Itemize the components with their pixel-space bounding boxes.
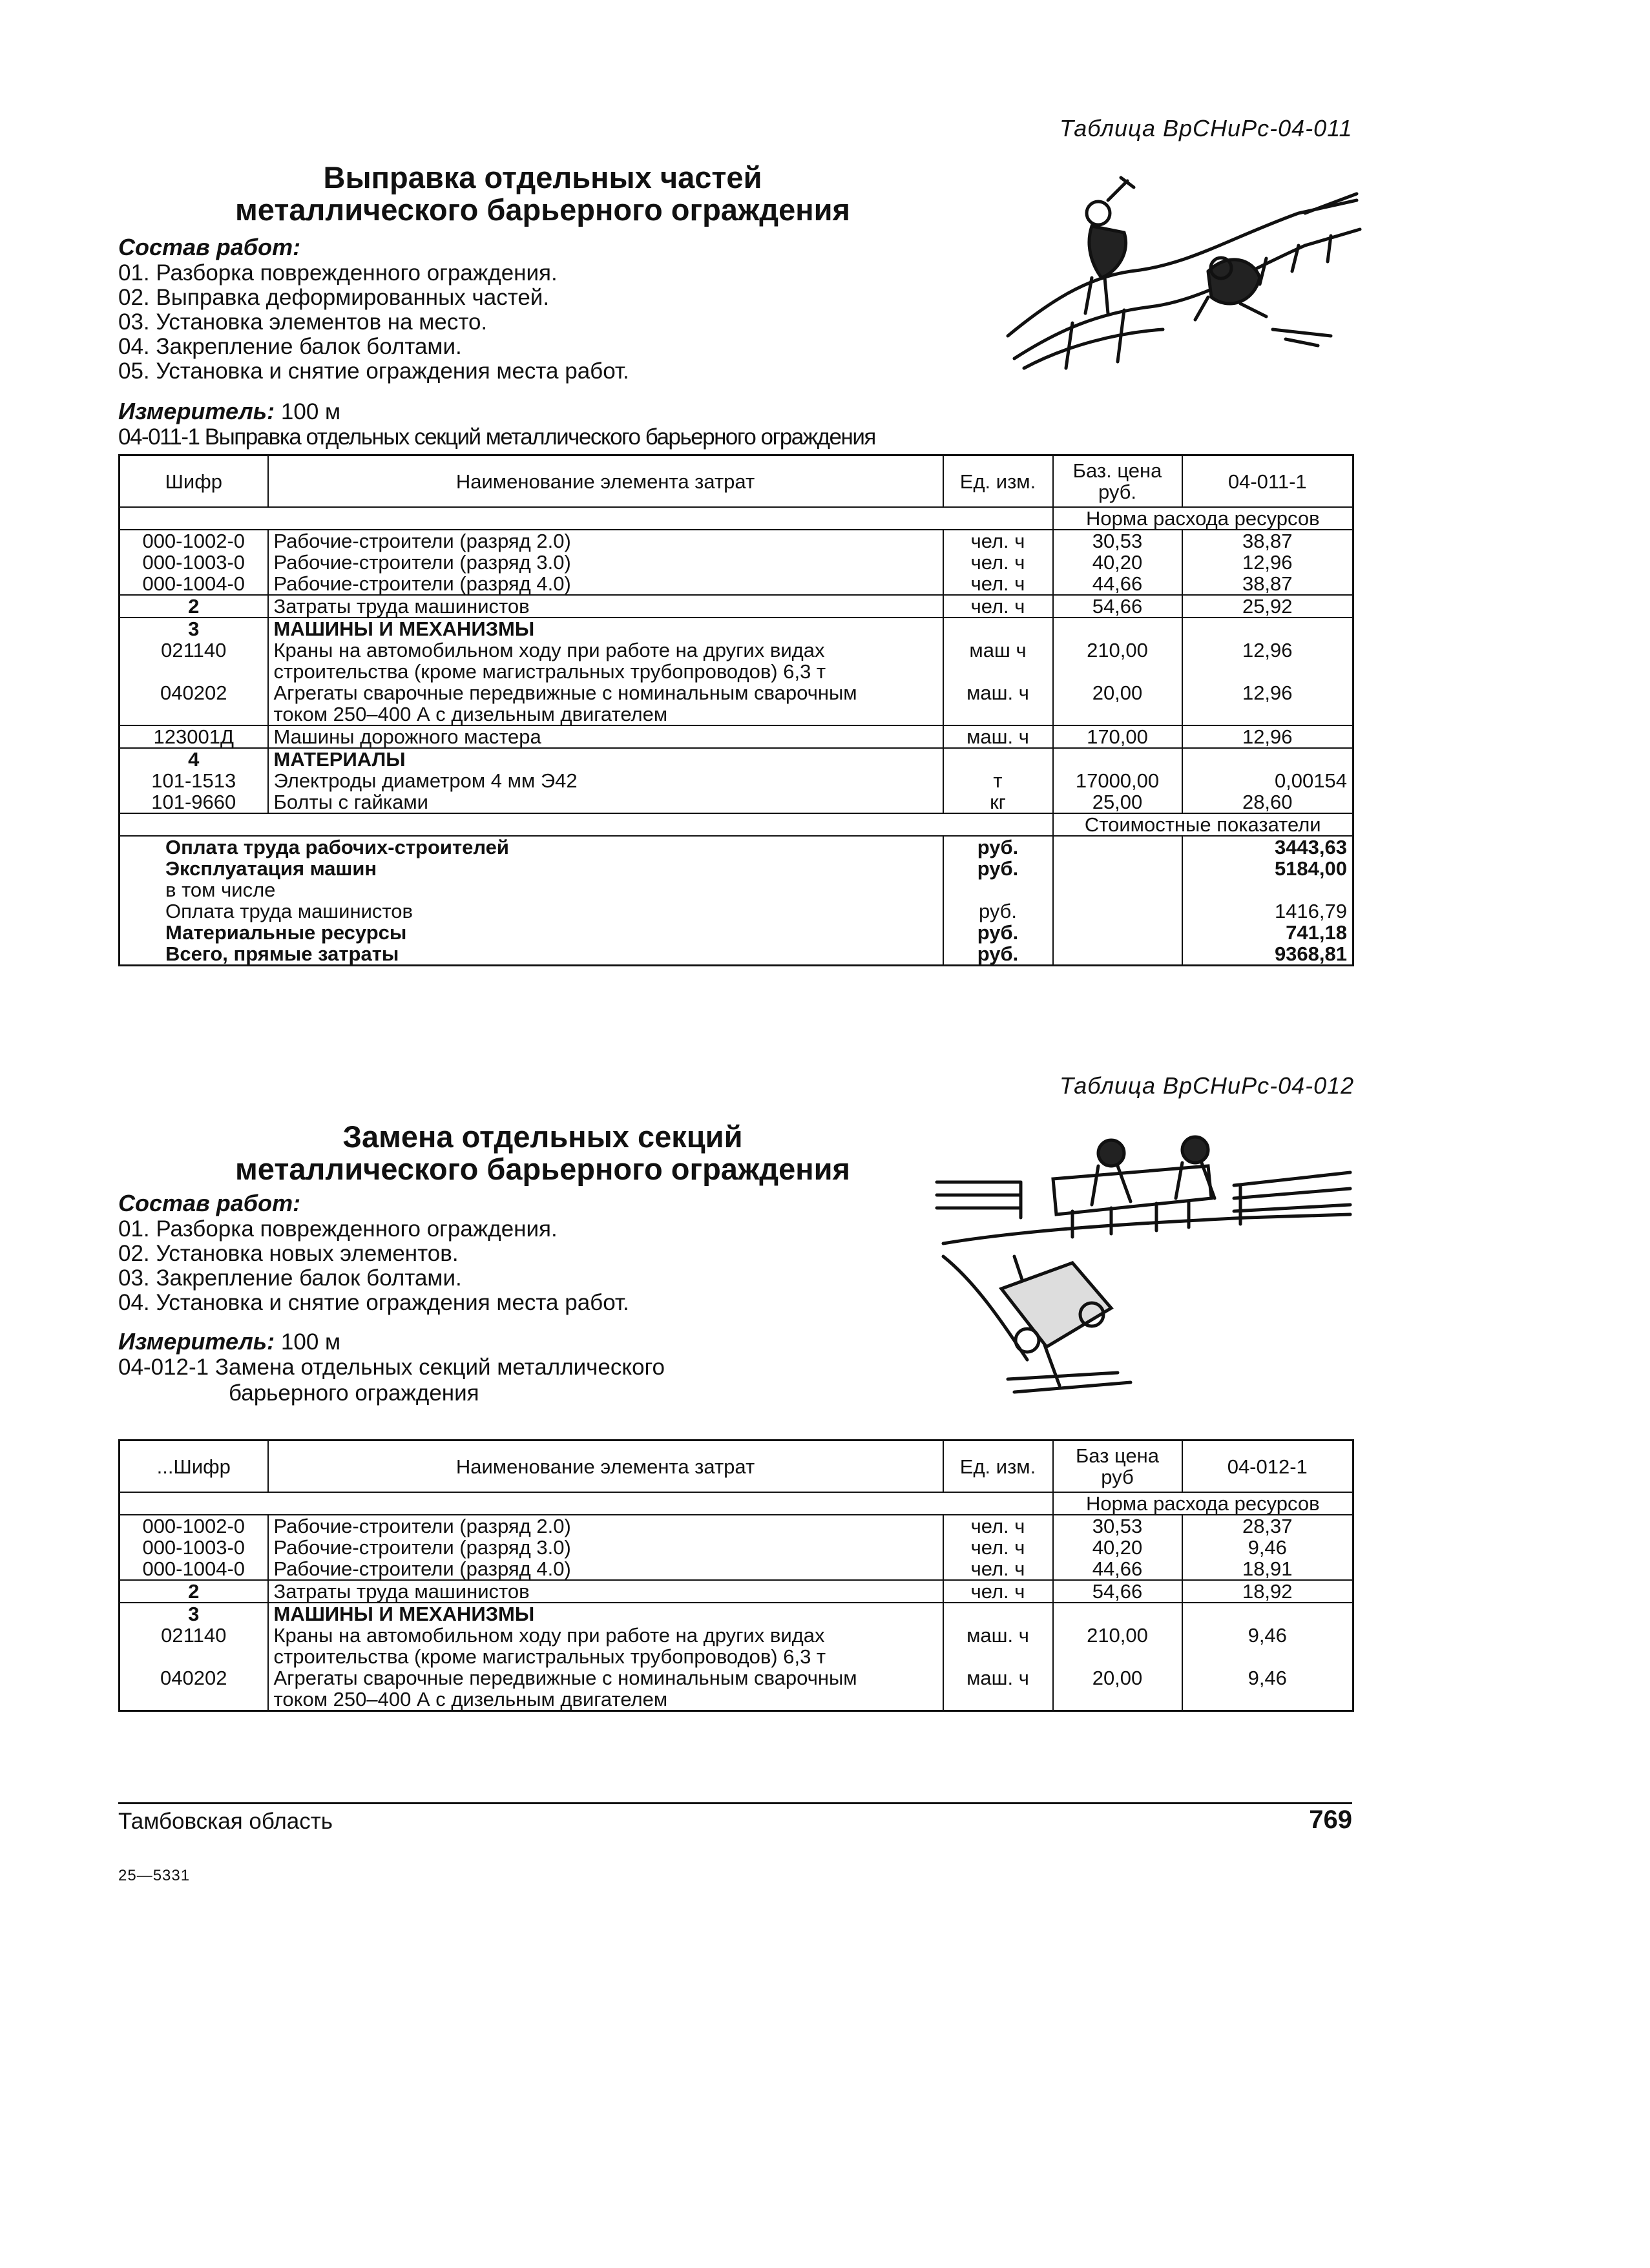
title-line: Замена отдельных секций [342, 1119, 743, 1154]
table-row: 2 Затраты труда машинистов чел. ч 54,66 25,92 [120, 595, 1353, 618]
cost-caption: Стоимостные показатели [1053, 813, 1353, 836]
table-row: 101-9660 Болты с гайками кг 25,00 28,60 [120, 791, 1353, 813]
work-item: 01. Разборка поврежденного ограждения. [118, 260, 558, 286]
col-header-code: ...Шифр [120, 1441, 268, 1493]
work-item: 03. Закрепление балок болтами. [118, 1265, 462, 1291]
section-title [162, 161, 924, 226]
table-row: током 250–400 А с дизельным двигателем [120, 703, 1353, 725]
norm-caption: Норма расхода ресурсов [1053, 1492, 1353, 1515]
table-row: 040202 Агрегаты сварочные передвижные с номинальным сварочным маш. ч 20,00 12,96 [120, 682, 1353, 703]
work-item: 05. Установка и снятие ограждения места работ. [118, 359, 629, 384]
item-code: 04-011-1 [118, 424, 200, 450]
item-name: Замена отдельных секций металлического [214, 1355, 665, 1380]
table-row: 040202 Агрегаты сварочные передвижные с номинальным сварочным маш. ч 20,00 9,46 [120, 1667, 1353, 1689]
table-row: 101-1513 Электроды диаметром 4 мм Э42 т 17000,00 0,00154 [120, 770, 1353, 791]
col-header-code: Шифр [120, 455, 268, 508]
footer-rule [118, 1802, 1352, 1804]
works-heading: Состав работ: [118, 234, 301, 260]
cost-row: Материальные ресурсы руб. 741,18 [120, 922, 1353, 943]
col-header-name: Наименование элемента затрат [268, 1441, 943, 1493]
cost-row: в том числе [120, 879, 1353, 900]
table-row: 021140 Краны на автомобильном ходу при работе на других видах маш. ч 210,00 9,46 [120, 1625, 1353, 1646]
cost-row: Оплата труда машинистов руб. 1416,79 [120, 900, 1353, 922]
works-list [118, 261, 629, 384]
work-item: 01. Разборка поврежденного ограждения. [118, 1216, 558, 1242]
item-heading [118, 425, 875, 450]
norm-table [118, 454, 1354, 966]
table-row: 000-1004-0 Рабочие-строители (разряд 4.0) чел. ч 44,66 18,91 [120, 1558, 1353, 1580]
table-row: строительства (кроме магистральных трубопроводов) 6,3 т [120, 661, 1353, 682]
table-row: строительства (кроме магистральных трубопроводов) 6,3 т [120, 1646, 1353, 1667]
col-header-price: Баз. цена руб. [1053, 455, 1182, 508]
table-row: током 250–400 А с дизельным двигателем [120, 1689, 1353, 1711]
title-line: Выправка отдельных частей [323, 160, 762, 194]
page-number: 769 [1309, 1805, 1352, 1834]
measure-value: 100 м [280, 399, 341, 424]
col-header-unit: Ед. изм. [943, 1441, 1053, 1493]
works-heading: Состав работ: [118, 1190, 301, 1216]
measure-value: 100 м [280, 1329, 341, 1355]
table-label: Таблица ВрСНиРс-04-012 [1060, 1072, 1355, 1099]
title-line: металлического барьерного ограждения [235, 192, 850, 227]
item-name-continued: барьерного ограждения [229, 1380, 479, 1406]
table-row: 4 МАТЕРИАЛЫ [120, 748, 1353, 770]
table-row: 000-1002-0 Рабочие-строители (разряд 2.0) чел. ч 30,53 38,87 [120, 530, 1353, 552]
work-item: 03. Установка элементов на место. [118, 309, 488, 335]
col-header-name: Наименование элемента затрат [268, 455, 943, 508]
table-row: 3 МАШИНЫ И МЕХАНИЗМЫ [120, 618, 1353, 640]
work-item: 02. Выправка деформированных частей. [118, 285, 550, 310]
guardrail-repair-illustration [995, 174, 1370, 381]
table-row: 000-1003-0 Рабочие-строители (разряд 3.0) чел. ч 40,20 9,46 [120, 1537, 1353, 1558]
work-item: 04. Закрепление балок болтами. [118, 334, 462, 359]
col-header-norm: 04-011-1 [1182, 455, 1353, 508]
table-row: 3 МАШИНЫ И МЕХАНИЗМЫ [120, 1603, 1353, 1625]
cost-row: Всего, прямые затраты руб. 9368,81 [120, 943, 1353, 966]
cost-row: Оплата труда рабочих-строителей руб. 3443,63 [120, 836, 1353, 858]
measure-label: Измеритель: [118, 1328, 275, 1355]
norm-table [118, 1439, 1354, 1712]
table-row: 000-1004-0 Рабочие-строители (разряд 4.0) чел. ч 44,66 38,87 [120, 573, 1353, 595]
norm-caption: Норма расхода ресурсов [1053, 507, 1353, 530]
measure-label: Измеритель: [118, 398, 275, 424]
table-label: Таблица ВрСНиРс-04-011 [1060, 115, 1353, 141]
measure [118, 399, 340, 424]
table-row: 000-1002-0 Рабочие-строители (разряд 2.0) чел. ч 30,53 28,37 [120, 1515, 1353, 1537]
section-replacement-illustration [924, 1127, 1363, 1411]
work-item: 04. Установка и снятие ограждения места работ. [118, 1290, 629, 1315]
cost-row: Эксплуатация машин руб. 5184,00 [120, 858, 1353, 879]
item-name: Выправка отдельных секций металлического барьерного ограждения [204, 424, 875, 450]
table-row: 021140 Краны на автомобильном ходу при работе на других видах маш ч 210,00 12,96 [120, 640, 1353, 661]
title-line: металлического барьерного ограждения [235, 1152, 850, 1186]
table-row: 000-1003-0 Рабочие-строители (разряд 3.0) чел. ч 40,20 12,96 [120, 552, 1353, 573]
col-header-norm: 04-012-1 [1182, 1441, 1353, 1493]
table-row: 2 Затраты труда машинистов чел. ч 54,66 18,92 [120, 1580, 1353, 1603]
works-list [118, 1217, 629, 1315]
footer-region: Тамбовская область [118, 1809, 333, 1834]
col-header-price: Баз цена руб [1053, 1441, 1182, 1493]
table-row: 123001Д Машины дорожного мастера маш. ч 170,00 12,96 [120, 725, 1353, 748]
item-heading [118, 1355, 665, 1380]
item-code: 04-012-1 [118, 1355, 209, 1380]
work-item: 02. Установка новых элементов. [118, 1241, 459, 1266]
section-title [162, 1121, 924, 1185]
print-code: 25—5331 [118, 1867, 191, 1884]
measure [118, 1329, 340, 1355]
col-header-unit: Ед. изм. [943, 455, 1053, 508]
